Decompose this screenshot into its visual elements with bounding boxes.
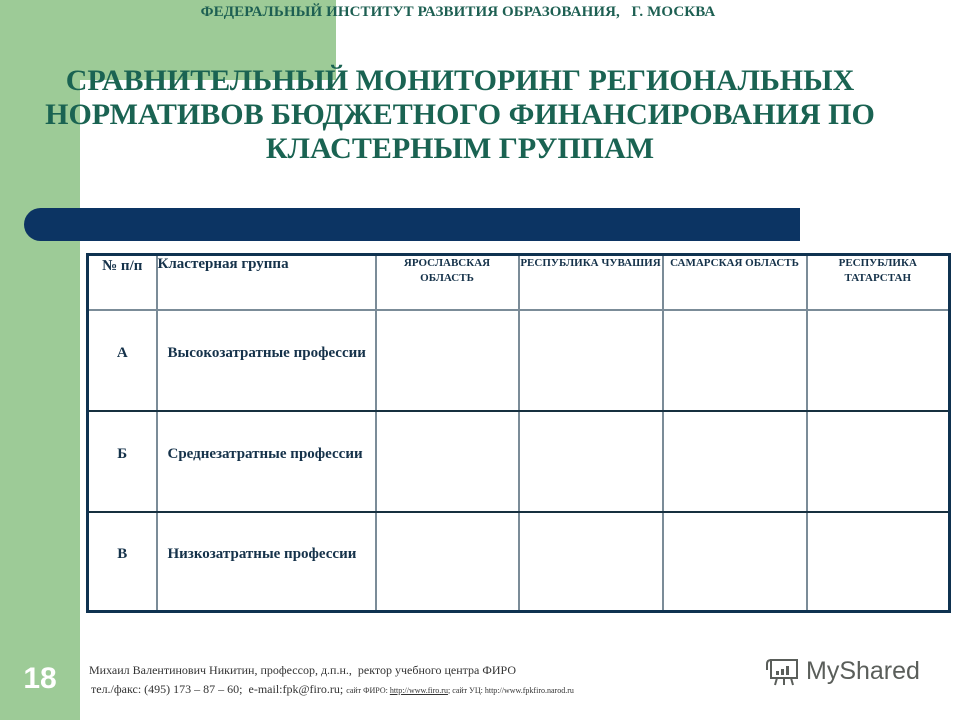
column-header-number: № п/п xyxy=(88,255,157,310)
myshared-watermark xyxy=(766,656,920,686)
cluster-comparison-table xyxy=(86,253,951,613)
row-cluster-group: Среднезатратные профессии xyxy=(157,411,376,512)
author-line: Михаил Валентинович Никитин, профессор, д.п.н., ректор учебного центра ФИРО xyxy=(89,663,517,677)
row-cluster-group: Низкозатратные профессии xyxy=(157,512,376,612)
cell-samara xyxy=(663,512,807,612)
column-header-cluster-group: Кластерная группа xyxy=(157,255,376,310)
site-uc-link[interactable]: http://www.fpkfiro.narod.ru xyxy=(484,686,574,695)
cell-tatarstan xyxy=(807,310,950,411)
presentation-board-icon xyxy=(766,656,800,686)
cell-chuvashia xyxy=(519,512,663,612)
table-row xyxy=(88,512,950,612)
brand-name: MyShared xyxy=(806,656,920,685)
table-row xyxy=(88,310,950,411)
row-number: Б xyxy=(88,411,157,512)
cell-chuvashia xyxy=(519,310,663,411)
cell-yaroslavl xyxy=(376,310,519,411)
table-header-row xyxy=(88,255,950,310)
slide-number: 18 xyxy=(23,662,57,695)
cell-samara xyxy=(663,310,807,411)
contact-line xyxy=(91,682,574,697)
cell-tatarstan xyxy=(807,512,950,612)
cell-chuvashia xyxy=(519,411,663,512)
column-header-samara: САМАРСКАЯ ОБЛАСТЬ xyxy=(663,255,807,310)
site-firo-link[interactable]: http://www.firo.ru xyxy=(389,686,448,695)
contact-info: тел./факс: (495) 173 – 87 – 60; e-mail:fpk@firo.ru; xyxy=(91,682,347,696)
column-header-yaroslavl: ЯРОСЛАВСКАЯ ОБЛАСТЬ xyxy=(376,255,519,310)
column-header-tatarstan: РЕСПУБЛИКА ТАТАРСТАН xyxy=(807,255,950,310)
row-number: А xyxy=(88,310,157,411)
site-uc-label: ; сайт УЦ: xyxy=(447,686,485,695)
column-header-chuvashia: РЕСПУБЛИКА ЧУВАШИЯ xyxy=(519,255,663,310)
organization-header: ФЕДЕРАЛЬНЫЙ ИНСТИТУТ РАЗВИТИЯ ОБРАЗОВАНИЯ, Г. МОСКВА xyxy=(200,4,716,20)
cell-yaroslavl xyxy=(376,411,519,512)
row-cluster-group: Высокозатратные профессии xyxy=(157,310,376,411)
row-number: В xyxy=(88,512,157,612)
slide-title: СРАВНИТЕЛЬНЫЙ МОНИТОРИНГ РЕГИОНАЛЬНЫХ НОРМАТИВОВ БЮДЖЕТНОГО ФИНАНСИРОВАНИЯ ПО КЛАСТЕРНЫМ ГРУППАМ xyxy=(45,64,875,165)
cell-yaroslavl xyxy=(376,512,519,612)
title-divider-bar xyxy=(24,208,800,241)
cell-tatarstan xyxy=(807,411,950,512)
cell-samara xyxy=(663,411,807,512)
table-row xyxy=(88,411,950,512)
site-firo-label: сайт ФИРО: xyxy=(346,686,390,695)
